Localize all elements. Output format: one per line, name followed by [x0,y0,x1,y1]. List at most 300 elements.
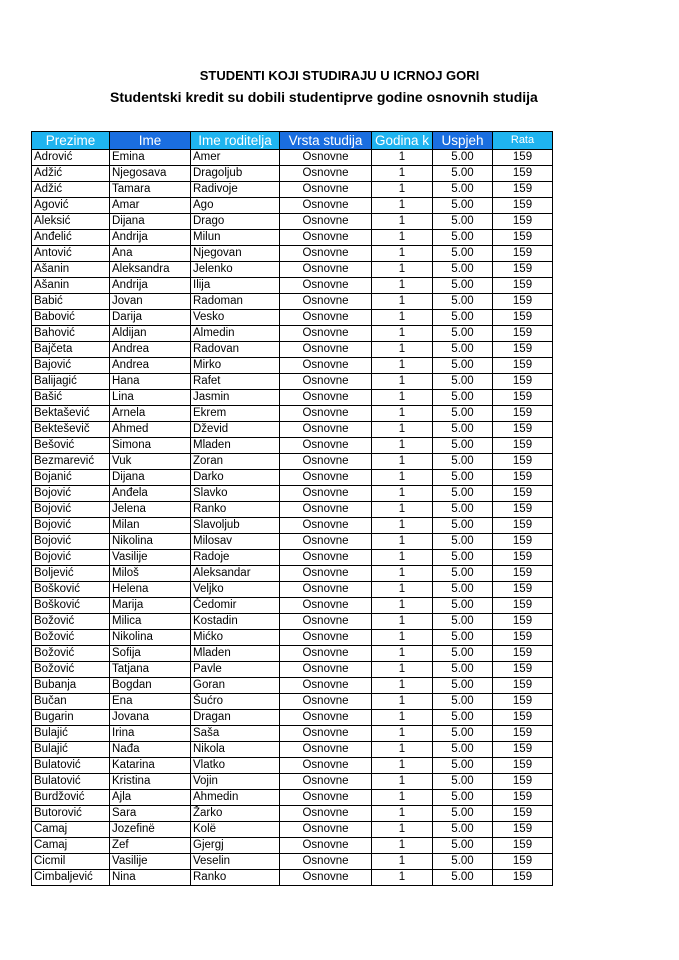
cell-prezime: Adrović [32,150,110,166]
cell-ime-roditelja: Žarko [191,806,280,822]
table-body [32,150,553,886]
cell-vrsta-studija: Osnovne [280,806,372,822]
cell-godina: 1 [372,678,433,694]
cell-rata: 159 [493,214,553,230]
cell-rata: 159 [493,294,553,310]
cell-uspjeh: 5.00 [433,758,493,774]
col-header-rata: Rata [493,132,553,150]
cell-ime-roditelja: Pavle [191,662,280,678]
table-row [32,822,553,838]
cell-ime-roditelja: Ahmedin [191,790,280,806]
cell-ime-roditelja: Vesko [191,310,280,326]
cell-ime-roditelja: Milosav [191,534,280,550]
cell-godina: 1 [372,582,433,598]
cell-prezime: Bojović [32,534,110,550]
cell-godina: 1 [372,550,433,566]
cell-rata: 159 [493,374,553,390]
cell-rata: 159 [493,406,553,422]
cell-prezime: Bešović [32,438,110,454]
cell-prezime: Bošković [32,582,110,598]
cell-ime: Aleksandra [110,262,191,278]
cell-vrsta-studija: Osnovne [280,358,372,374]
table-row [32,582,553,598]
table-row [32,726,553,742]
cell-rata: 159 [493,454,553,470]
cell-vrsta-studija: Osnovne [280,374,372,390]
cell-ime: Hana [110,374,191,390]
cell-uspjeh: 5.00 [433,246,493,262]
cell-vrsta-studija: Osnovne [280,262,372,278]
table-row [32,374,553,390]
cell-uspjeh: 5.00 [433,438,493,454]
cell-rata: 159 [493,870,553,886]
cell-godina: 1 [372,438,433,454]
cell-rata: 159 [493,390,553,406]
cell-vrsta-studija: Osnovne [280,870,372,886]
table-row [32,614,553,630]
cell-godina: 1 [372,326,433,342]
cell-uspjeh: 5.00 [433,150,493,166]
cell-ime-roditelja: Darko [191,470,280,486]
cell-rata: 159 [493,614,553,630]
table-row [32,534,553,550]
cell-godina: 1 [372,230,433,246]
cell-godina: 1 [372,358,433,374]
cell-ime-roditelja: Ranko [191,870,280,886]
cell-uspjeh: 5.00 [433,838,493,854]
cell-rata: 159 [493,422,553,438]
cell-vrsta-studija: Osnovne [280,422,372,438]
cell-vrsta-studija: Osnovne [280,502,372,518]
cell-vrsta-studija: Osnovne [280,326,372,342]
cell-ime-roditelja: Mladen [191,646,280,662]
cell-godina: 1 [372,278,433,294]
table-row [32,262,553,278]
col-header-uspjeh: Uspjeh [433,132,493,150]
cell-uspjeh: 5.00 [433,166,493,182]
cell-rata: 159 [493,598,553,614]
cell-ime: Zef [110,838,191,854]
cell-prezime: Božović [32,646,110,662]
cell-ime: Ena [110,694,191,710]
cell-vrsta-studija: Osnovne [280,710,372,726]
cell-ime: Vasilije [110,550,191,566]
cell-prezime: Bugarin [32,710,110,726]
table-row [32,630,553,646]
cell-vrsta-studija: Osnovne [280,678,372,694]
cell-ime: Darija [110,310,191,326]
cell-uspjeh: 5.00 [433,390,493,406]
cell-vrsta-studija: Osnovne [280,246,372,262]
cell-vrsta-studija: Osnovne [280,294,372,310]
cell-rata: 159 [493,182,553,198]
cell-vrsta-studija: Osnovne [280,198,372,214]
cell-godina: 1 [372,310,433,326]
cell-rata: 159 [493,678,553,694]
cell-rata: 159 [493,630,553,646]
cell-ime: Ana [110,246,191,262]
cell-uspjeh: 5.00 [433,662,493,678]
cell-godina: 1 [372,790,433,806]
cell-godina: 1 [372,774,433,790]
cell-prezime: Bojanić [32,470,110,486]
cell-vrsta-studija: Osnovne [280,390,372,406]
cell-ime: Bogdan [110,678,191,694]
cell-godina: 1 [372,646,433,662]
cell-ime: Sara [110,806,191,822]
cell-rata: 159 [493,550,553,566]
table-row [32,694,553,710]
cell-prezime: Bojović [32,518,110,534]
cell-ime: Jovan [110,294,191,310]
cell-ime: Jozefinë [110,822,191,838]
cell-prezime: Ašanin [32,278,110,294]
cell-godina: 1 [372,470,433,486]
cell-rata: 159 [493,662,553,678]
table-row [32,406,553,422]
cell-ime: Irina [110,726,191,742]
cell-ime: Kristina [110,774,191,790]
cell-rata: 159 [493,790,553,806]
cell-ime-roditelja: Ekrem [191,406,280,422]
cell-vrsta-studija: Osnovne [280,774,372,790]
cell-ime-roditelja: Dragan [191,710,280,726]
cell-uspjeh: 5.00 [433,582,493,598]
cell-rata: 159 [493,198,553,214]
cell-rata: 159 [493,710,553,726]
cell-godina: 1 [372,486,433,502]
col-header-godina: Godina k [372,132,433,150]
cell-uspjeh: 5.00 [433,278,493,294]
cell-uspjeh: 5.00 [433,742,493,758]
cell-rata: 159 [493,246,553,262]
cell-uspjeh: 5.00 [433,502,493,518]
cell-ime: Tamara [110,182,191,198]
cell-ime: Anđela [110,486,191,502]
table-row [32,870,553,886]
cell-vrsta-studija: Osnovne [280,630,372,646]
cell-ime: Aldijan [110,326,191,342]
cell-vrsta-studija: Osnovne [280,646,372,662]
cell-uspjeh: 5.00 [433,726,493,742]
cell-prezime: Babić [32,294,110,310]
page-title: STUDENTI KOJI STUDIRAJU U ICRNOJ GORI [199,68,480,83]
cell-prezime: Cicmil [32,854,110,870]
cell-rata: 159 [493,806,553,822]
col-header-ime-roditelja: Ime roditelja [191,132,280,150]
cell-rata: 159 [493,694,553,710]
cell-uspjeh: 5.00 [433,822,493,838]
cell-godina: 1 [372,726,433,742]
table-row [32,790,553,806]
cell-vrsta-studija: Osnovne [280,166,372,182]
cell-rata: 159 [493,502,553,518]
cell-ime: Lina [110,390,191,406]
cell-godina: 1 [372,614,433,630]
cell-godina: 1 [372,454,433,470]
cell-ime-roditelja: Veselin [191,854,280,870]
cell-godina: 1 [372,502,433,518]
cell-ime-roditelja: Drago [191,214,280,230]
cell-prezime: Bojović [32,486,110,502]
cell-ime: Milica [110,614,191,630]
table-row [32,550,553,566]
cell-uspjeh: 5.00 [433,598,493,614]
cell-ime-roditelja: Ago [191,198,280,214]
table-row [32,566,553,582]
table-row [32,150,553,166]
cell-uspjeh: 5.00 [433,470,493,486]
table-row [32,182,553,198]
cell-ime: Ahmed [110,422,191,438]
cell-prezime: Bajčeta [32,342,110,358]
cell-vrsta-studija: Osnovne [280,310,372,326]
cell-rata: 159 [493,534,553,550]
cell-prezime: Anđelić [32,230,110,246]
cell-vrsta-studija: Osnovne [280,582,372,598]
cell-rata: 159 [493,230,553,246]
col-header-ime: Ime [110,132,191,150]
cell-ime: Tatjana [110,662,191,678]
cell-uspjeh: 5.00 [433,614,493,630]
cell-vrsta-studija: Osnovne [280,214,372,230]
cell-uspjeh: 5.00 [433,566,493,582]
table-row [32,246,553,262]
cell-uspjeh: 5.00 [433,198,493,214]
cell-ime: Andrija [110,278,191,294]
cell-vrsta-studija: Osnovne [280,694,372,710]
cell-ime: Jovana [110,710,191,726]
cell-ime: Milan [110,518,191,534]
cell-uspjeh: 5.00 [433,630,493,646]
cell-uspjeh: 5.00 [433,774,493,790]
table-row [32,646,553,662]
table-row [32,854,553,870]
cell-godina: 1 [372,694,433,710]
cell-uspjeh: 5.00 [433,374,493,390]
cell-prezime: Božović [32,662,110,678]
cell-vrsta-studija: Osnovne [280,566,372,582]
cell-ime: Marija [110,598,191,614]
cell-prezime: Ašanin [32,262,110,278]
cell-prezime: Bulatović [32,774,110,790]
cell-uspjeh: 5.00 [433,646,493,662]
cell-prezime: Bojović [32,550,110,566]
cell-godina: 1 [372,822,433,838]
cell-ime-roditelja: Veljko [191,582,280,598]
cell-ime-roditelja: Kolë [191,822,280,838]
cell-rata: 159 [493,278,553,294]
cell-rata: 159 [493,566,553,582]
cell-godina: 1 [372,598,433,614]
cell-prezime: Adžić [32,166,110,182]
cell-ime: Nikolina [110,630,191,646]
cell-vrsta-studija: Osnovne [280,518,372,534]
cell-ime: Sofija [110,646,191,662]
cell-prezime: Antović [32,246,110,262]
cell-prezime: Bahović [32,326,110,342]
table-row [32,198,553,214]
cell-uspjeh: 5.00 [433,230,493,246]
cell-prezime: Bašić [32,390,110,406]
cell-uspjeh: 5.00 [433,710,493,726]
table-row [32,678,553,694]
header-row [32,132,553,150]
cell-ime: Dijana [110,214,191,230]
cell-godina: 1 [372,150,433,166]
cell-vrsta-studija: Osnovne [280,614,372,630]
cell-ime-roditelja: Aleksandar [191,566,280,582]
cell-prezime: Camaj [32,822,110,838]
cell-vrsta-studija: Osnovne [280,230,372,246]
cell-uspjeh: 5.00 [433,486,493,502]
cell-uspjeh: 5.00 [433,806,493,822]
cell-vrsta-studija: Osnovne [280,550,372,566]
subtitle-wrap [0,88,553,108]
cell-ime: Simona [110,438,191,454]
cell-ime-roditelja: Mirko [191,358,280,374]
cell-ime-roditelja: Šućro [191,694,280,710]
cell-prezime: Bulajić [32,726,110,742]
cell-prezime: Cimbaljević [32,870,110,886]
cell-godina: 1 [372,854,433,870]
cell-uspjeh: 5.00 [433,326,493,342]
cell-prezime: Babović [32,310,110,326]
cell-prezime: Burdžović [32,790,110,806]
cell-vrsta-studija: Osnovne [280,742,372,758]
cell-prezime: Bulatović [32,758,110,774]
table-row [32,342,553,358]
cell-ime-roditelja: Radivoje [191,182,280,198]
cell-vrsta-studija: Osnovne [280,182,372,198]
cell-uspjeh: 5.00 [433,678,493,694]
cell-rata: 159 [493,726,553,742]
cell-vrsta-studija: Osnovne [280,470,372,486]
table-row [32,758,553,774]
cell-prezime: Bajović [32,358,110,374]
cell-ime: Arnela [110,406,191,422]
cell-ime-roditelja: Goran [191,678,280,694]
cell-uspjeh: 5.00 [433,534,493,550]
cell-rata: 159 [493,150,553,166]
cell-ime: Katarina [110,758,191,774]
table-row [32,662,553,678]
table-row [32,390,553,406]
cell-rata: 159 [493,854,553,870]
cell-rata: 159 [493,646,553,662]
table-row [32,806,553,822]
cell-uspjeh: 5.00 [433,214,493,230]
students-table [31,131,553,886]
cell-ime: Vuk [110,454,191,470]
cell-godina: 1 [372,262,433,278]
cell-vrsta-studija: Osnovne [280,342,372,358]
cell-rata: 159 [493,518,553,534]
cell-godina: 1 [372,518,433,534]
cell-ime: Njegosava [110,166,191,182]
cell-godina: 1 [372,246,433,262]
col-header-vrsta-studija: Vrsta studija [280,132,372,150]
cell-uspjeh: 5.00 [433,358,493,374]
table-row [32,294,553,310]
cell-prezime: Bezmarević [32,454,110,470]
cell-godina: 1 [372,294,433,310]
cell-prezime: Bojović [32,502,110,518]
cell-ime: Emina [110,150,191,166]
cell-vrsta-studija: Osnovne [280,150,372,166]
cell-prezime: Butorović [32,806,110,822]
cell-rata: 159 [493,358,553,374]
cell-ime-roditelja: Čedomir [191,598,280,614]
cell-ime: Ajla [110,790,191,806]
cell-uspjeh: 5.00 [433,406,493,422]
cell-ime: Nina [110,870,191,886]
cell-prezime: Adžić [32,182,110,198]
cell-godina: 1 [372,198,433,214]
table-row [32,710,553,726]
table-row [32,454,553,470]
cell-godina: 1 [372,838,433,854]
cell-prezime: Bekteševič [32,422,110,438]
cell-godina: 1 [372,566,433,582]
cell-ime: Dijana [110,470,191,486]
cell-vrsta-studija: Osnovne [280,838,372,854]
cell-ime: Jelena [110,502,191,518]
cell-ime: Vasilije [110,854,191,870]
cell-rata: 159 [493,838,553,854]
cell-vrsta-studija: Osnovne [280,278,372,294]
cell-vrsta-studija: Osnovne [280,534,372,550]
cell-godina: 1 [372,710,433,726]
cell-rata: 159 [493,326,553,342]
cell-rata: 159 [493,262,553,278]
cell-godina: 1 [372,406,433,422]
col-header-prezime: Prezime [32,132,110,150]
cell-uspjeh: 5.00 [433,854,493,870]
table-row [32,518,553,534]
cell-rata: 159 [493,166,553,182]
table-row [32,502,553,518]
cell-prezime: Camaj [32,838,110,854]
cell-ime-roditelja: Milun [191,230,280,246]
cell-ime-roditelja: Jasmin [191,390,280,406]
cell-prezime: Balijagić [32,374,110,390]
cell-prezime: Bošković [32,598,110,614]
cell-vrsta-studija: Osnovne [280,822,372,838]
table-row [32,214,553,230]
cell-rata: 159 [493,742,553,758]
cell-vrsta-studija: Osnovne [280,662,372,678]
cell-ime: Nađa [110,742,191,758]
table-row [32,166,553,182]
cell-uspjeh: 5.00 [433,342,493,358]
table-row [32,326,553,342]
cell-ime-roditelja: Nikola [191,742,280,758]
cell-godina: 1 [372,214,433,230]
cell-ime: Miloš [110,566,191,582]
cell-prezime: Bektašević [32,406,110,422]
table-row [32,230,553,246]
cell-ime: Nikolina [110,534,191,550]
table-row [32,742,553,758]
cell-uspjeh: 5.00 [433,182,493,198]
cell-prezime: Božović [32,614,110,630]
cell-prezime: Boljević [32,566,110,582]
cell-uspjeh: 5.00 [433,790,493,806]
cell-ime-roditelja: Ilija [191,278,280,294]
cell-ime-roditelja: Almedin [191,326,280,342]
cell-ime-roditelja: Kostadin [191,614,280,630]
